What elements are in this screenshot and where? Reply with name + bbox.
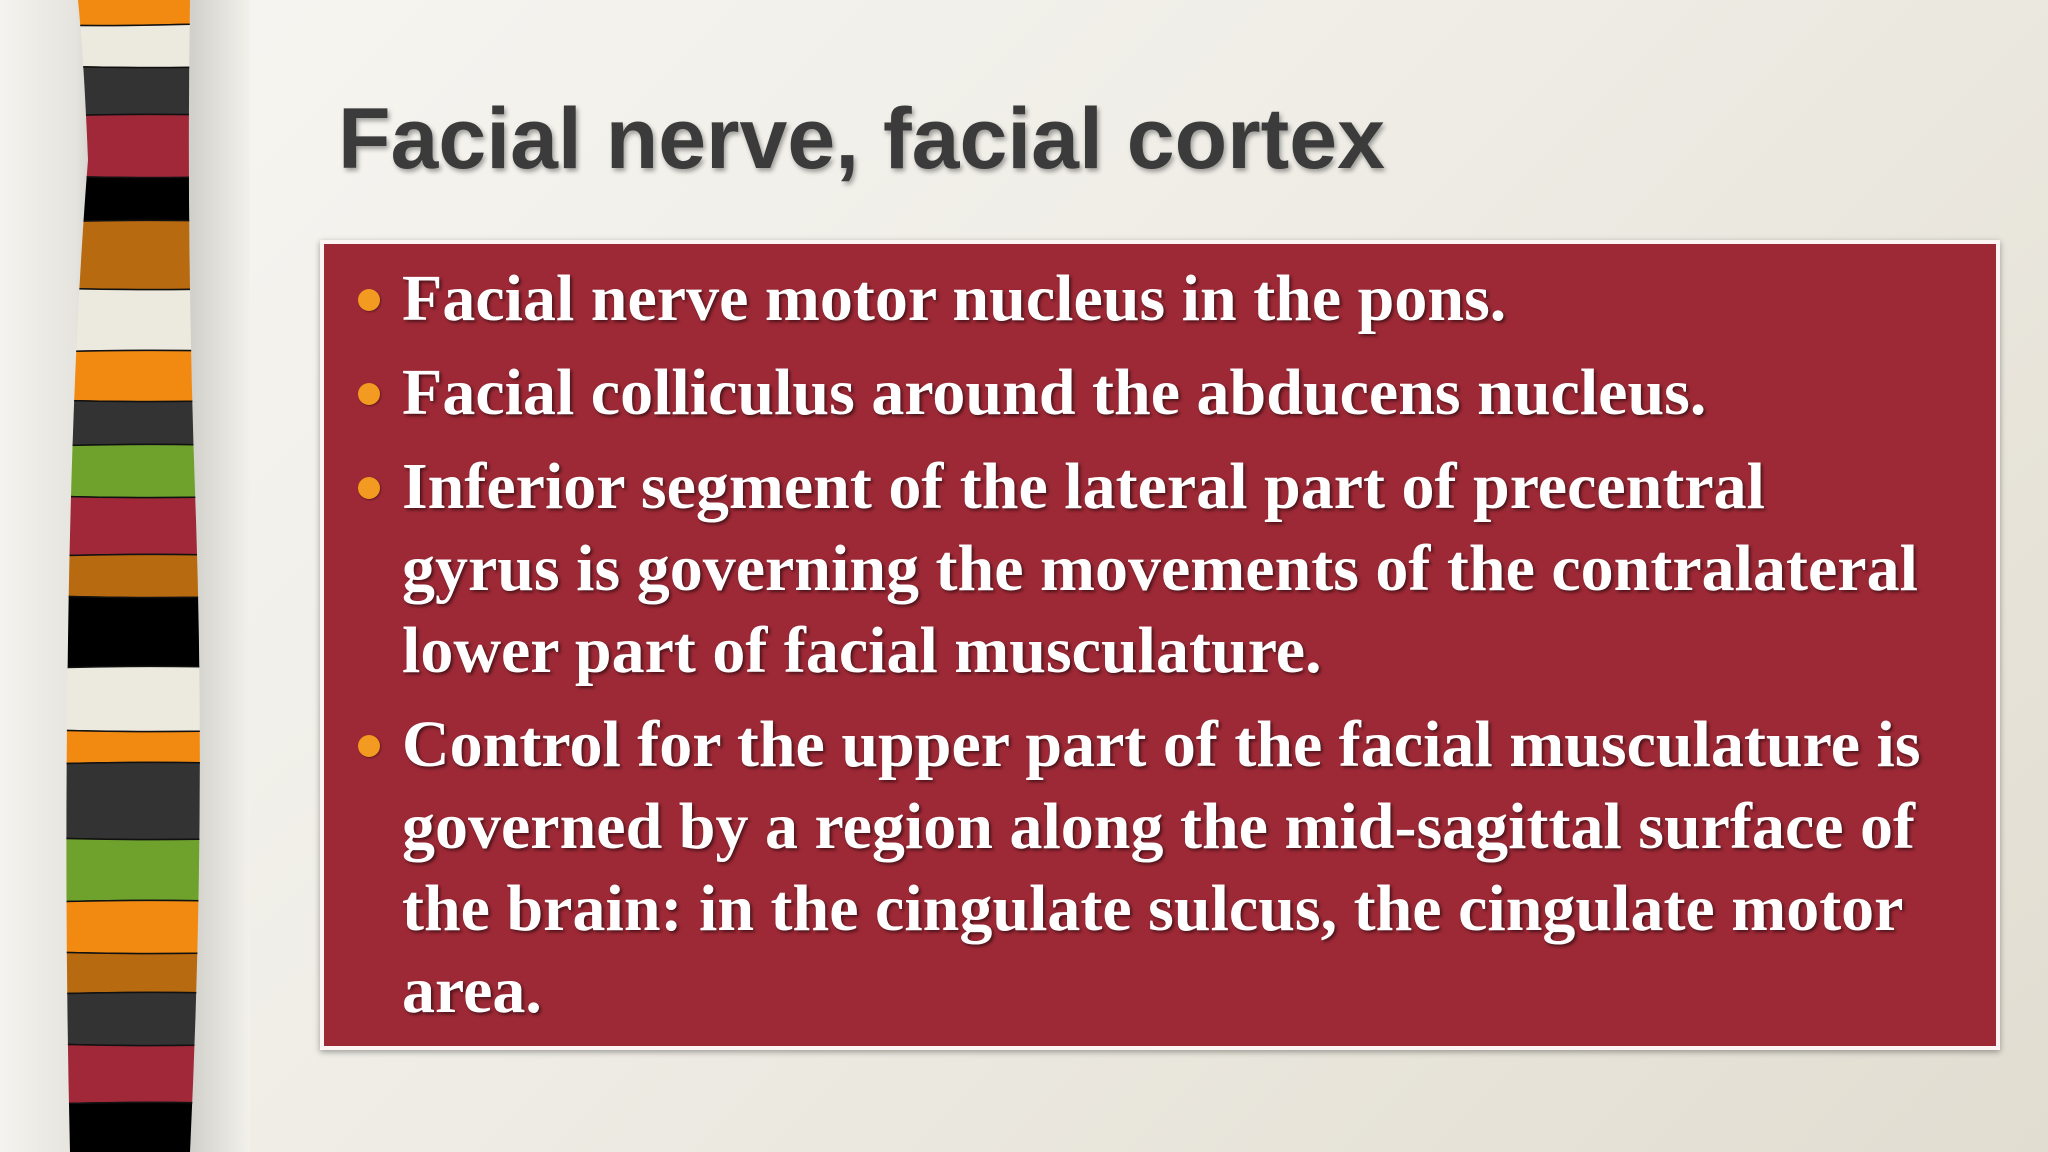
decorative-stripe-band xyxy=(0,0,250,1152)
bullet-dot-icon xyxy=(358,383,380,405)
bullet-dot-icon xyxy=(358,477,380,499)
slide-title: Facial nerve, facial cortex xyxy=(338,91,1385,187)
content-box xyxy=(320,240,2000,1050)
bullet-text: Facial colliculus around the abducens nucleus. xyxy=(402,356,1707,429)
bullet-dot-icon xyxy=(358,735,380,757)
bullet-text: Facial nerve motor nucleus in the pons. xyxy=(402,262,1507,335)
bullet-list xyxy=(402,258,1936,1032)
bullet-text: Control for the upper part of the facial musculature is governed by a region along the mid-sagittal surface of the brain: in the cingulate sulcus, the cingulate motor area. xyxy=(402,708,1921,1027)
bullet-item xyxy=(402,446,1936,692)
bullet-dot-icon xyxy=(358,289,380,311)
bullet-item xyxy=(402,258,1936,340)
bullet-text: Inferior segment of the lateral part of precentral gyrus is governing the movements of the contralateral lower part of facial musculature. xyxy=(402,450,1918,687)
bullet-item xyxy=(402,352,1936,434)
bullet-item xyxy=(402,704,1936,1032)
